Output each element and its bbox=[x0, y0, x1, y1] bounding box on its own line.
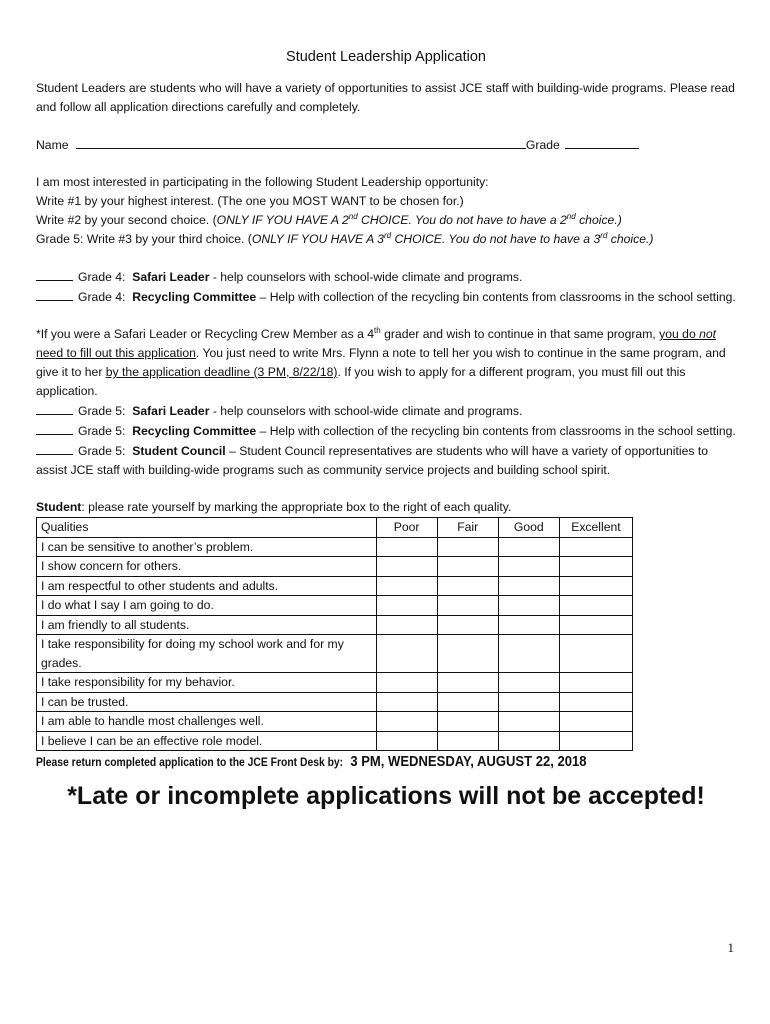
rating-box[interactable] bbox=[376, 731, 437, 751]
table-row bbox=[37, 615, 633, 635]
grade5-option-council bbox=[36, 441, 736, 480]
interest-line-3-sup: nd bbox=[348, 211, 358, 221]
rating-box[interactable] bbox=[498, 712, 559, 732]
note-sup: th bbox=[374, 325, 381, 335]
rating-box[interactable] bbox=[559, 731, 632, 751]
header-poor: Poor bbox=[376, 518, 437, 538]
rating-box[interactable] bbox=[437, 712, 498, 732]
quality-label: I take responsibility for doing my school work and for my grades. bbox=[37, 635, 377, 673]
page-title: Student Leadership Application bbox=[286, 49, 486, 65]
rating-box[interactable] bbox=[498, 673, 559, 693]
interest-line-4-ital-b: CHOICE. You do not have to have a 3 bbox=[391, 232, 601, 246]
option-desc: – Help with collection of the recycling bin contents from classrooms in the school setting. bbox=[256, 290, 736, 304]
choice-field[interactable] bbox=[36, 441, 73, 455]
rating-box[interactable] bbox=[376, 537, 437, 557]
table-row bbox=[37, 692, 633, 712]
interest-line-2: Write #1 by your highest interest. (The one you MOST WANT to be chosen for.) bbox=[36, 194, 464, 208]
choice-field[interactable] bbox=[36, 401, 73, 415]
rating-box[interactable] bbox=[376, 692, 437, 712]
table-row bbox=[37, 712, 633, 732]
rating-box[interactable] bbox=[376, 673, 437, 693]
rating-box[interactable] bbox=[559, 615, 632, 635]
rating-box[interactable] bbox=[437, 557, 498, 577]
table-row bbox=[37, 537, 633, 557]
rating-box[interactable] bbox=[498, 731, 559, 751]
rating-box[interactable] bbox=[437, 731, 498, 751]
rating-box[interactable] bbox=[376, 557, 437, 577]
rating-box[interactable] bbox=[437, 615, 498, 635]
rating-box[interactable] bbox=[498, 596, 559, 616]
continue-note bbox=[36, 325, 736, 401]
table-row bbox=[37, 576, 633, 596]
option-desc: – Student Council representatives are students who will have a variety of opportunities to assist JCE staff with building-wide programs such as community service projects and building school spirit. bbox=[36, 444, 709, 477]
name-label: Name bbox=[36, 138, 69, 152]
grade5-option-safari bbox=[36, 401, 736, 421]
option-desc: – Help with collection of the recycling bin contents from classrooms in the school setting. bbox=[256, 424, 736, 438]
note-b: grader and wish to continue in that same program, bbox=[380, 327, 660, 341]
interest-line-3-ital-b: CHOICE. You do not have to have a 2 bbox=[357, 213, 567, 227]
interest-line-4-ital-c: choice.) bbox=[607, 232, 654, 246]
interest-line-3-ital-a: ONLY IF YOU HAVE A 2 bbox=[216, 213, 349, 227]
interest-line-3-ital-c: choice.) bbox=[575, 213, 622, 227]
quality-label: I show concern for others. bbox=[37, 557, 377, 577]
rating-lead: Student bbox=[36, 500, 82, 514]
rating-box[interactable] bbox=[498, 576, 559, 596]
interest-line-4-sup2: rd bbox=[600, 230, 608, 240]
rating-box[interactable] bbox=[559, 576, 632, 596]
application-page bbox=[36, 48, 736, 810]
rating-box[interactable] bbox=[559, 692, 632, 712]
rating-box[interactable] bbox=[498, 537, 559, 557]
choice-field[interactable] bbox=[36, 421, 73, 435]
late-notice: *Late or incomplete applications will not be accepted! bbox=[67, 782, 705, 810]
rating-box[interactable] bbox=[376, 615, 437, 635]
grade5-option-recycling bbox=[36, 421, 736, 441]
note-a: *If you were a Safari Leader or Recycling Crew Member as a 4 bbox=[36, 327, 375, 341]
rating-box[interactable] bbox=[437, 576, 498, 596]
option-name: Student Council bbox=[132, 444, 226, 458]
table-row bbox=[37, 635, 633, 673]
interest-line-1: I am most interested in participating in the following Student Leadership opportunity: bbox=[36, 175, 489, 189]
quality-label: I am friendly to all students. bbox=[37, 615, 377, 635]
quality-label: I do what I say I am going to do. bbox=[37, 596, 377, 616]
note-u2: by the application deadline (3 PM, 8/22/18) bbox=[105, 365, 338, 379]
table-row bbox=[37, 596, 633, 616]
interest-line-4-ital-a: ONLY IF YOU HAVE A 3 bbox=[251, 232, 384, 246]
rating-box[interactable] bbox=[376, 635, 437, 673]
quality-label: I believe I can be an effective role model. bbox=[37, 731, 377, 751]
interest-line-4-sup: rd bbox=[383, 230, 392, 240]
page-number: 1 bbox=[727, 940, 734, 955]
option-grade: Grade 5: bbox=[78, 424, 126, 438]
rating-box[interactable] bbox=[437, 537, 498, 557]
quality-label: I am able to handle most challenges well. bbox=[37, 712, 377, 732]
option-name: Safari Leader bbox=[132, 404, 210, 418]
option-name: Recycling Committee bbox=[132, 290, 257, 304]
rating-box[interactable] bbox=[559, 557, 632, 577]
note-u1-ital: not bbox=[699, 327, 717, 341]
return-label: Please return completed application to the JCE Front Desk by: bbox=[36, 757, 344, 769]
note-d: . If you wish to apply for a different program, you must fill out this application. bbox=[36, 365, 686, 398]
rating-instructions bbox=[36, 498, 736, 517]
table-row bbox=[37, 557, 633, 577]
rating-box[interactable] bbox=[559, 596, 632, 616]
interest-line-4 bbox=[36, 230, 736, 249]
option-name: Recycling Committee bbox=[132, 424, 257, 438]
option-desc: - help counselors with school-wide climate and programs. bbox=[209, 270, 523, 284]
rating-box[interactable] bbox=[437, 673, 498, 693]
note-c: . You just need to write Mrs. Flynn a note to tell her you wish to continue in the same program, and give it to her bbox=[36, 346, 726, 379]
choice-field[interactable] bbox=[36, 267, 73, 281]
grade4-option-safari bbox=[36, 267, 736, 287]
rating-box[interactable] bbox=[559, 712, 632, 732]
note-u1: you do bbox=[659, 327, 700, 341]
option-desc: - help counselors with school-wide climate and programs. bbox=[209, 404, 523, 418]
header-fair: Fair bbox=[437, 518, 498, 538]
rating-box[interactable] bbox=[498, 557, 559, 577]
interest-line-3-sup2: nd bbox=[566, 211, 576, 221]
table-header-row bbox=[37, 518, 633, 538]
interest-line-4-pre: Grade 5: Write #3 by your third choice. ( bbox=[36, 232, 252, 246]
rating-box[interactable] bbox=[437, 596, 498, 616]
grade-field[interactable] bbox=[565, 135, 639, 149]
name-field[interactable] bbox=[76, 135, 526, 149]
quality-label: I can be trusted. bbox=[37, 692, 377, 712]
rating-box[interactable] bbox=[498, 615, 559, 635]
quality-label: I can be sensitive to another’s problem. bbox=[37, 537, 377, 557]
header-good: Good bbox=[498, 518, 559, 538]
rating-box[interactable] bbox=[437, 692, 498, 712]
option-name: Safari Leader bbox=[132, 270, 210, 284]
interest-line-3-pre: Write #2 by your second choice. ( bbox=[36, 213, 217, 227]
table-row bbox=[37, 731, 633, 751]
intro-paragraph: Student Leaders are students who will have a variety of opportunities to assist JCE staff with building-wide programs. Please read and follow all application directions carefully and completely. bbox=[36, 81, 735, 114]
rating-lead-rest: : please rate yourself by marking the appropriate box to the right of each quality. bbox=[81, 500, 512, 514]
rating-box[interactable] bbox=[559, 537, 632, 557]
option-grade: Grade 5: bbox=[78, 404, 126, 418]
rating-box[interactable] bbox=[559, 635, 632, 673]
name-grade-line bbox=[36, 135, 736, 155]
deadline: 3 PM, WEDNESDAY, AUGUST 22, 2018 bbox=[350, 754, 587, 770]
option-grade: Grade 5: bbox=[78, 444, 126, 458]
rating-box[interactable] bbox=[559, 673, 632, 693]
return-instructions bbox=[36, 753, 666, 773]
header-qualities: Qualities bbox=[37, 518, 377, 538]
option-grade: Grade 4: bbox=[78, 290, 126, 304]
grade4-option-recycling bbox=[36, 287, 736, 307]
quality-rating-table bbox=[36, 517, 633, 751]
interest-line-3 bbox=[36, 211, 736, 230]
grade-label: Grade bbox=[525, 138, 560, 152]
rating-box[interactable] bbox=[498, 692, 559, 712]
note-u1-end: need to fill out this application bbox=[36, 346, 196, 360]
rating-box[interactable] bbox=[376, 596, 437, 616]
rating-box[interactable] bbox=[498, 635, 559, 673]
rating-box[interactable] bbox=[437, 635, 498, 673]
choice-field[interactable] bbox=[36, 287, 73, 301]
rating-box[interactable] bbox=[376, 712, 437, 732]
header-excellent: Excellent bbox=[559, 518, 632, 538]
quality-label: I take responsibility for my behavior. bbox=[37, 673, 377, 693]
option-grade: Grade 4: bbox=[78, 270, 126, 284]
quality-label: I am respectful to other students and adults. bbox=[37, 576, 377, 596]
rating-box[interactable] bbox=[376, 576, 437, 596]
table-row bbox=[37, 673, 633, 693]
